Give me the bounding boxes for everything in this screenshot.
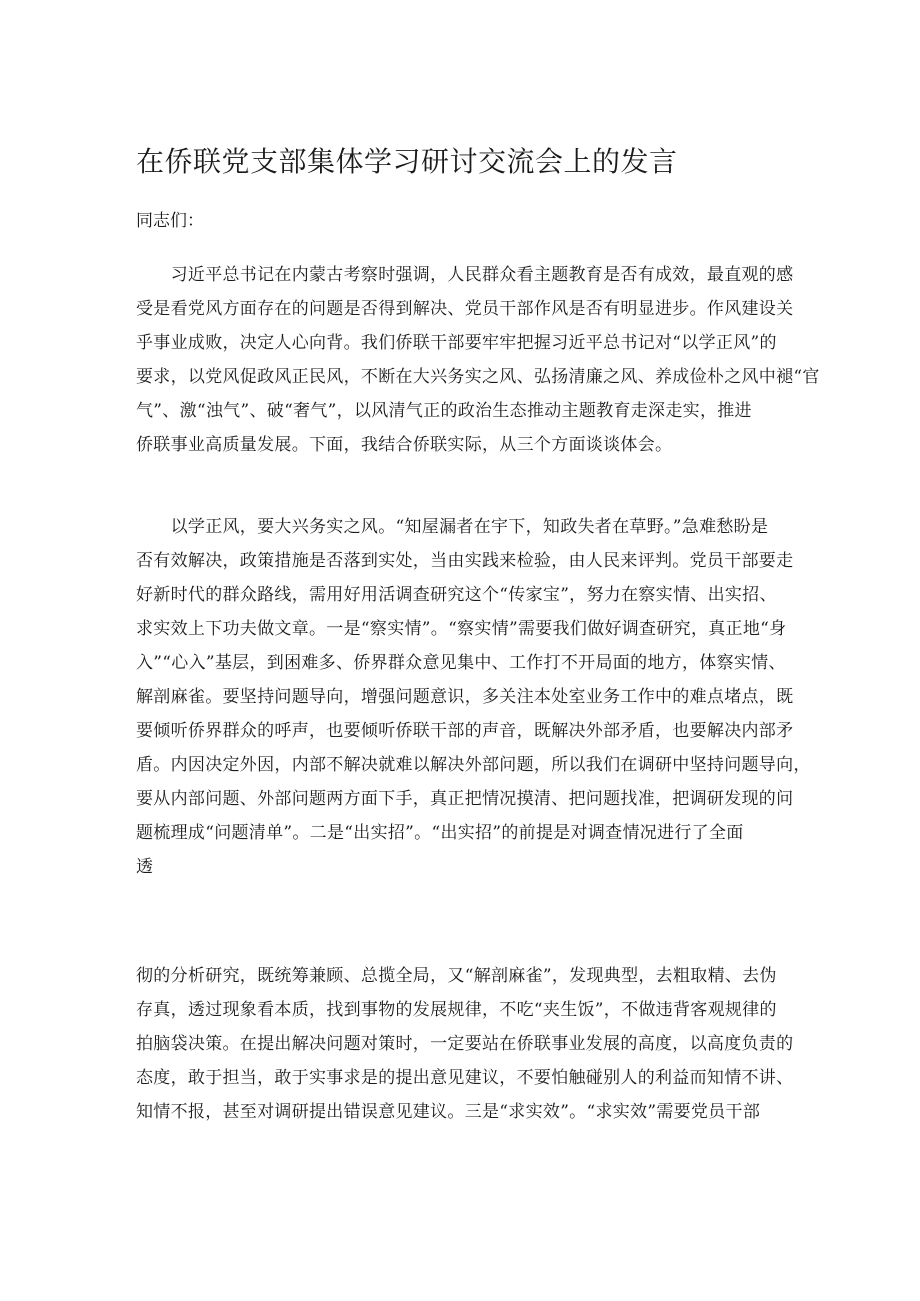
paragraph-line: 知情不报，甚至对调研提出错误意见建议。三是“求实效”。“求实效”需要党员干部 bbox=[136, 1102, 761, 1122]
paragraph-2 bbox=[136, 510, 811, 884]
paragraph-line: 受是看党风方面存在的问题是否得到解决、党员干部作风是否有明显进步。作风建设关 bbox=[136, 299, 794, 319]
greeting: 同志们： bbox=[136, 211, 204, 231]
paragraph-line: 习近平总书记在内蒙古考察时强调，人民群众看主题教育是否有成效，最直观的感 bbox=[136, 265, 794, 285]
paragraph-line: 题梳理成“问题清单”。二是“出实招”。“出实招”的前提是对调查情况进行了全面 bbox=[136, 823, 744, 843]
paragraph-line: 解剖麻雀。要坚持问题导向，增强问题意识，多关注本处室业务工作中的难点堵点，既 bbox=[136, 687, 794, 707]
paragraph-line: 要倾听侨界群众的呼声，也要倾听侨联干部的声音，既解决外部矛盾，也要解决内部矛 bbox=[136, 721, 794, 741]
paragraph-line: 盾。内因决定外因，内部不解决就难以解决外部问题，所以我们在调研中坚持问题导向， bbox=[136, 755, 811, 775]
paragraph-line: 入”“心入”基层，到困难多、侨界群众意见集中、工作打不开局面的地方，体察实情、 bbox=[136, 653, 786, 673]
paragraph-line: 要从内部问题、外部问题两方面下手，真正把情况摸清、把问题找准，把调研发现的问 bbox=[136, 789, 794, 809]
paragraph-line: 彻的分析研究，既统筹兼顾、总揽全局，又“解剖麻雀”，发现典型，去粗取精、去伪 bbox=[136, 966, 777, 986]
paragraph-3 bbox=[136, 959, 796, 1129]
paragraph-line: 透 bbox=[136, 857, 154, 877]
document-title: 在侨联党支部集体学习研讨交流会上的发言 bbox=[136, 145, 678, 178]
paragraph-line: 以学正风，要大兴务实之风。“知屋漏者在宇下，知政失者在草野。”急难愁盼是 bbox=[136, 517, 769, 537]
paragraph-line: 乎事业成败，决定人心向背。我们侨联干部要牢牢把握习近平总书记对“以学正风”的 bbox=[136, 333, 777, 353]
paragraph-line: 否有效解决，政策措施是否落到实处，当由实践来检验，由人民来评判。党员干部要走 bbox=[136, 551, 794, 571]
paragraph-line: 气”、激“浊气”、破“奢气”，以风清气正的政治生态推动主题教育走深走实，推进 bbox=[136, 401, 752, 421]
paragraph-1 bbox=[136, 258, 820, 462]
paragraph-line: 求实效上下功夫做文章。一是“察实情”。“察实情”需要我们做好调查研究，真正地“身 bbox=[136, 619, 787, 639]
paragraph-line: 侨联事业高质量发展。下面，我结合侨联实际，从三个方面谈谈体会。 bbox=[136, 435, 673, 455]
paragraph-line: 要求，以党风促政风正民风，不断在大兴务实之风、弘扬清廉之风、养成俭朴之风中褪“官 bbox=[136, 367, 820, 387]
paragraph-line: 好新时代的群众路线，需用好用活调查研究这个“传家宝”，努力在察实情、出实招、 bbox=[136, 585, 777, 605]
paragraph-line: 拍脑袋决策。在提出解决问题对策时，一定要站在侨联事业发展的高度，以高度负责的 bbox=[136, 1034, 794, 1054]
paragraph-line: 态度，敢于担当，敢于实事求是的提出意见建议，不要怕触碰别人的利益而知情不讲、 bbox=[136, 1068, 794, 1088]
paragraph-line: 存真，透过现象看本质，找到事物的发展规律，不吃“夹生饭”，不做违背客观规律的 bbox=[136, 1000, 777, 1020]
